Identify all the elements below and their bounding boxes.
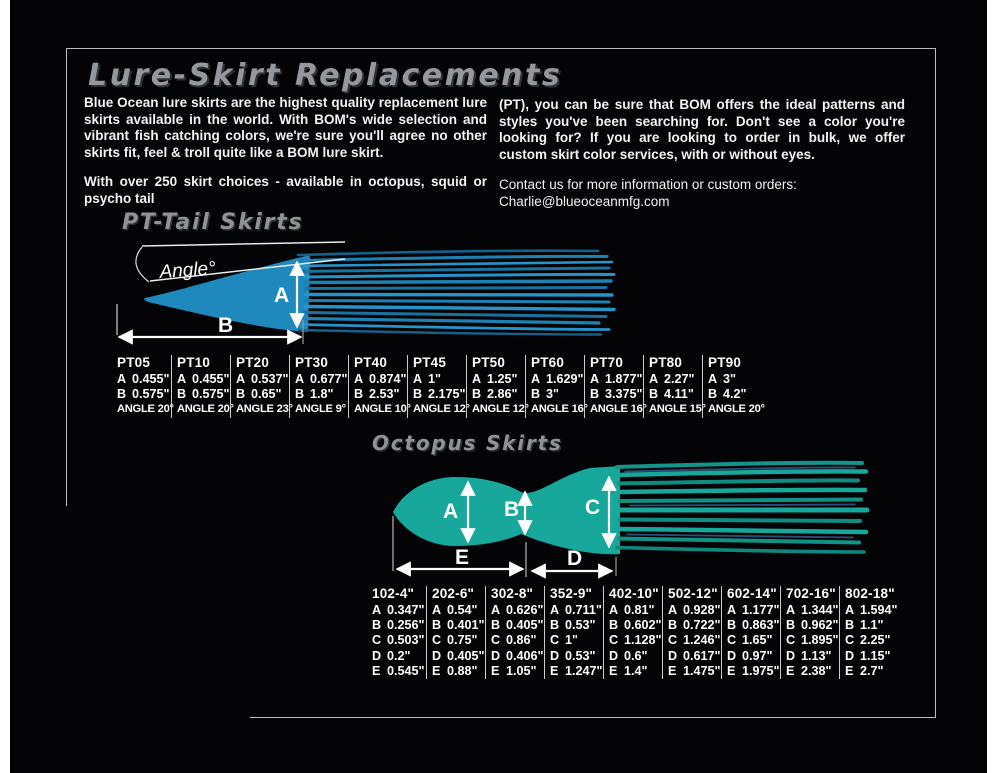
pt-spec-column: PT60 A 1.629" B 3" ANGLE 16° (525, 355, 584, 418)
pt-spec-column: PT40 A 0.874" B 2.53" ANGLE 10° (348, 355, 407, 418)
octopus-spec-table (367, 586, 898, 679)
octopus-strands (617, 463, 867, 552)
octopus-skirts-heading: Octopus Skirts (372, 431, 563, 455)
octopus-spec-column: 352-9" A 0.711" B 0.53" C 1" D 0.53" E 1.247" (544, 586, 603, 679)
intro-paragraph-2: With over 250 skirt choices - available in octopus, squid or psycho tail (84, 174, 487, 206)
dimension-a-label: A (274, 284, 290, 307)
intro-paragraph-3: (PT), you can be sure that BOM offers the ideal patterns and styles you've been searching for. Don't see a color you're looking for? If you are looking to order in bulk, we offer custom skirt color services, with or without eyes. (499, 97, 905, 162)
contact-block (499, 176, 905, 210)
pt-tail-skirts-heading: PT-Tail Skirts (122, 210, 304, 235)
pt-spec-column: PT50 A 1.25" B 2.86" ANGLE 12° (466, 355, 525, 418)
content-border-left (66, 48, 67, 506)
pt-spec-table (112, 355, 765, 418)
content-border-top (66, 48, 936, 49)
octopus-spec-column: 802-18" A 1.594" B 1.1" C 2.25" D 1.15" E 2.7" (839, 586, 898, 679)
pt-tail-skirt-diagram (100, 232, 640, 354)
pt-skirt-strands (298, 251, 614, 335)
dimension-b-label: B (504, 498, 520, 521)
octopus-spec-column: 202-6" A 0.54" B 0.401" C 0.75" D 0.405" E 0.88" (426, 586, 485, 679)
content-border-right (935, 48, 936, 718)
pt-spec-column: PT80 A 2.27" B 4.11" ANGLE 15° (643, 355, 702, 418)
octopus-spec-column: 502-12" A 0.928" B 0.722" C 1.246" D 0.617" E 1.475" (662, 586, 721, 679)
pt-spec-column: PT20 A 0.537" B 0.65" ANGLE 23° (230, 355, 289, 418)
intro-paragraph-1: Blue Ocean lure skirts are the highest quality replacement lure skirts available in the world. With BOM's wide selection and vibrant fish catching colors, we're sure you'll agree no other skirts fit, feel & troll quite like a BOM lure skirt. (84, 95, 487, 160)
page-title: Lure-Skirt Replacements (88, 58, 563, 93)
intro-column-right (499, 97, 905, 210)
octopus-spec-column: 402-10" A 0.81" B 0.602" C 1.128" D 0.6" E 1.4" (603, 586, 662, 679)
angle-label: Angle° (158, 258, 217, 283)
dimension-d-label: D (567, 547, 583, 570)
pt-spec-column: PT90 A 3" B 4.2" ANGLE 20° (702, 355, 761, 418)
octopus-spec-column: 102-4" A 0.347" B 0.256" C 0.503" D 0.2" E 0.545" (372, 586, 425, 678)
pt-spec-column: PT05 A 0.455" B 0.575" ANGLE 20° (117, 355, 174, 416)
pt-spec-column: PT10 A 0.455" B 0.575" ANGLE 20° (171, 355, 230, 418)
octopus-spec-column: 702-16" A 1.344" B 0.962" C 1.895" D 1.13" E 2.38" (780, 586, 839, 679)
octopus-skirt-diagram (385, 450, 880, 582)
contact-email: Charlie@blueoceanmfg.com (499, 194, 670, 210)
dimension-c-label: C (585, 496, 601, 519)
dimension-b-label: B (218, 314, 234, 337)
dimension-a-label: A (443, 500, 459, 523)
contact-line: Contact us for more information or custom orders: (499, 177, 797, 193)
content-border-bottom (250, 717, 936, 718)
octopus-spec-column: 302-8" A 0.626" B 0.405" C 0.86" D 0.406" E 1.05" (485, 586, 544, 679)
pt-spec-column: PT70 A 1.877" B 3.375" ANGLE 16° (584, 355, 643, 418)
pt-spec-column: PT45 A 1" B 2.175" ANGLE 12° (407, 355, 466, 418)
intro-column-left (84, 95, 487, 221)
pt-spec-column: PT30 A 0.677" B 1.8" ANGLE 9° (289, 355, 348, 418)
dimension-e-label: E (455, 546, 470, 569)
octopus-spec-column: 602-14" A 1.177" B 0.863" C 1.65" D 0.97" E 1.975" (721, 586, 780, 679)
